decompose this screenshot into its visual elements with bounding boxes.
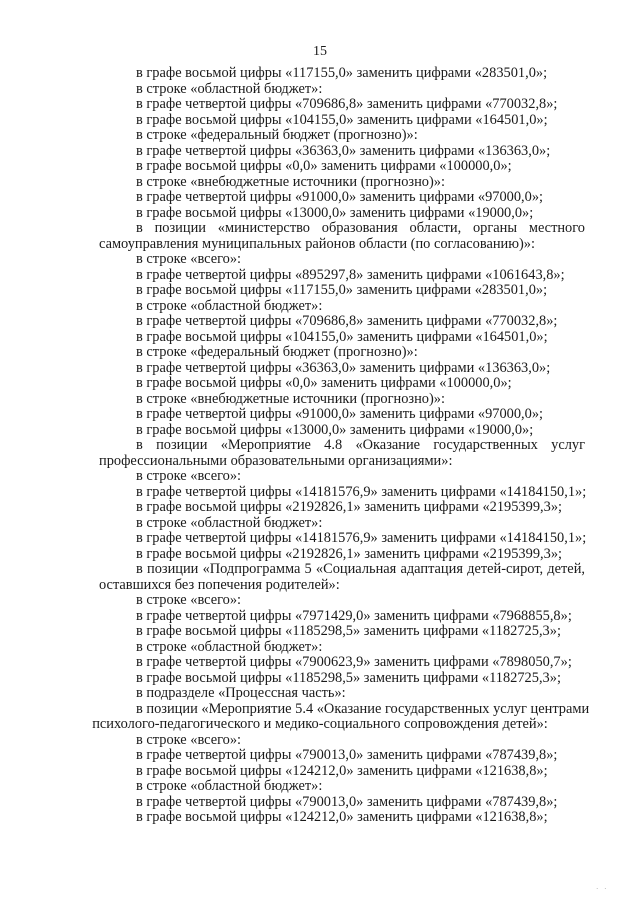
document-body xyxy=(0,66,640,826)
text-line: в строке «федеральный бюджет (прогнозно)»: xyxy=(136,344,418,360)
scan-artifact: · · xyxy=(596,885,609,893)
text-line: в строке «внебюджетные источники (прогнозно)»: xyxy=(136,173,445,190)
text-line: в графе восьмой цифры «2192826,1» заменить цифрами «2195399,3»; xyxy=(136,545,563,562)
text-line: в графе восьмой цифры «1185298,5» заменить цифрами «1182725,3»; xyxy=(136,623,561,639)
text-line: оставшихся без попечения родителей»: xyxy=(99,576,340,593)
text-line: в графе восьмой цифры «13000,0» заменить цифрами «19000,0»; xyxy=(136,421,534,438)
text-line: в подразделе «Процессная часть»: xyxy=(136,685,346,701)
text-line: в графе четвертой цифры «790013,0» заменить цифрами «787439,8»; xyxy=(136,793,558,810)
text-line: в графе четвертой цифры «36363,0» заменить цифрами «136363,0»; xyxy=(136,359,551,376)
text-line: в графе восьмой цифры «2192826,1» заменить цифрами «2195399,3»; xyxy=(136,499,563,515)
text-line: в строке «всего»: xyxy=(136,731,242,748)
text-line: в графе четвертой цифры «7900623,9» заменить цифрами «7898050,7»; xyxy=(136,654,572,670)
text-line: в графе четвертой цифры «7971429,0» заменить цифрами «7968855,8»; xyxy=(136,607,572,624)
text-line: в графе восьмой цифры «124212,0» заменить цифрами «121638,8»; xyxy=(136,762,548,779)
text-line: в графе четвертой цифры «14181576,9» заменить цифрами «14184150,1»; xyxy=(136,483,587,500)
text-line: в графе восьмой цифры «0,0» заменить цифрами «100000,0»; xyxy=(136,158,512,174)
text-line: в строке «областной бюджет»: xyxy=(136,80,323,97)
text-line: в графе четвертой цифры «14181576,9» заменить цифрами «14184150,1»; xyxy=(136,530,587,546)
text-line: в строке «всего»: xyxy=(136,592,242,608)
text-line: психолого-педагогического и медико-социального сопровождения детей»: xyxy=(92,716,548,732)
text-line: в строке «областной бюджет»: xyxy=(136,638,323,655)
text-line: в графе четвертой цифры «709686,8» заменить цифрами «770032,8»; xyxy=(136,313,558,329)
text-line: в графе восьмой цифры «117155,0» заменить цифрами «283501,0»; xyxy=(136,65,548,81)
text-line: в позиции «министерство образования области, органы местного xyxy=(136,221,585,236)
text-line: в строке «областной бюджет»: xyxy=(136,778,323,794)
text-line: в строке «всего»: xyxy=(136,468,242,484)
text-line: профессиональными образовательными организациями»: xyxy=(99,452,453,469)
text-line: в графе восьмой цифры «0,0» заменить цифрами «100000,0»; xyxy=(136,375,512,391)
text-line: в графе восьмой цифры «124212,0» заменить цифрами «121638,8»; xyxy=(136,809,548,825)
text-line: в графе четвертой цифры «790013,0» заменить цифрами «787439,8»; xyxy=(136,747,558,763)
text-line: в графе четвертой цифры «709686,8» заменить цифрами «770032,8»; xyxy=(136,96,558,112)
text-line: в графе восьмой цифры «104155,0» заменить цифрами «164501,0»; xyxy=(136,111,548,128)
text-line: в строке «всего»: xyxy=(136,251,242,267)
text-line: в графе восьмой цифры «104155,0» заменить цифрами «164501,0»; xyxy=(136,328,548,345)
text-line: в позиции «Подпрограмма 5 «Социальная адаптация детей-сирот, детей, xyxy=(136,562,585,577)
page-number: 15 xyxy=(313,44,327,59)
text-line: в позиции «Мероприятие 5.4 «Оказание государственных услуг центрами xyxy=(136,700,590,717)
text-line: в графе восьмой цифры «13000,0» заменить цифрами «19000,0»; xyxy=(136,204,534,221)
text-line: в строке «федеральный бюджет (прогнозно)»: xyxy=(136,127,418,143)
text-line: в графе восьмой цифры «117155,0» заменить цифрами «283501,0»; xyxy=(136,282,548,298)
text-line: в графе четвертой цифры «36363,0» заменить цифрами «136363,0»; xyxy=(136,142,551,159)
text-line: в строке «внебюджетные источники (прогнозно)»: xyxy=(136,390,445,407)
text-line: в графе четвертой цифры «91000,0» заменить цифрами «97000,0»; xyxy=(136,406,544,422)
text-line: в графе восьмой цифры «1185298,5» заменить цифрами «1182725,3»; xyxy=(136,669,561,686)
text-line: в строке «областной бюджет»: xyxy=(136,297,323,314)
text-line: в строке «областной бюджет»: xyxy=(136,514,323,531)
text-line: в графе четвертой цифры «895297,8» заменить цифрами «1061643,8»; xyxy=(136,266,565,283)
text-line: в позиции «Мероприятие 4.8 «Оказание государственных услуг xyxy=(136,438,585,453)
text-line: в графе четвертой цифры «91000,0» заменить цифрами «97000,0»; xyxy=(136,189,544,205)
text-line: самоуправления муниципальных районов области (по согласованию)»: xyxy=(99,235,535,252)
